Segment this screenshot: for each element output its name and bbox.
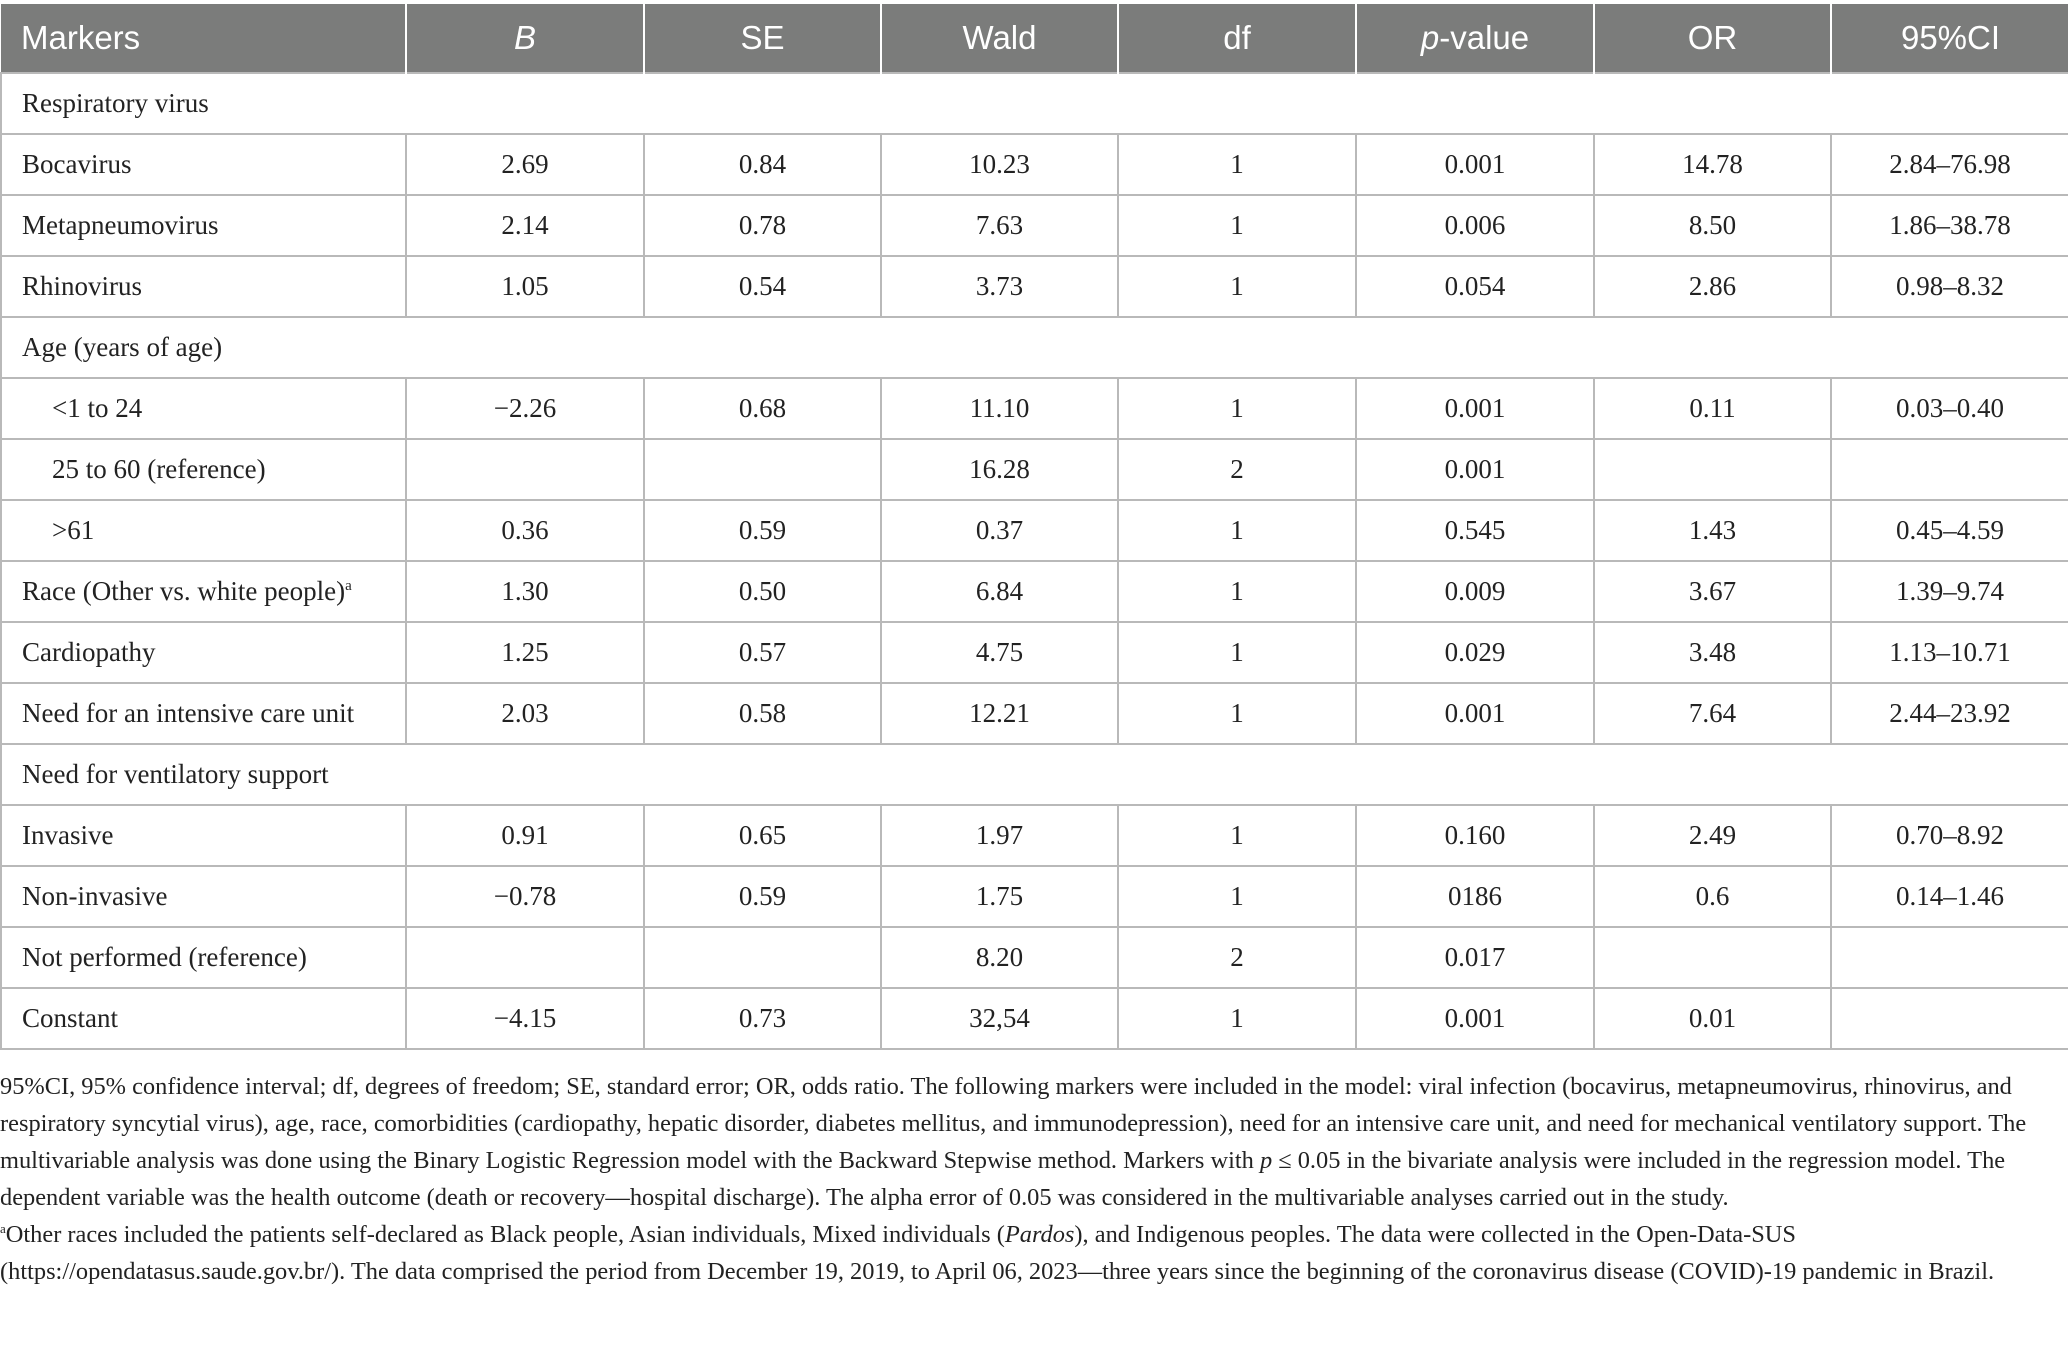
cell-b: −2.26 [406,378,644,439]
table-body [1,73,2068,1049]
cell-wald: 1.75 [881,866,1118,927]
cell-wald: 6.84 [881,561,1118,622]
table-row [1,378,2068,439]
cell-df: 1 [1118,988,1356,1049]
row-label: Not performed (reference) [22,942,307,972]
cell-se: 0.73 [644,988,881,1049]
table-row [1,561,2068,622]
cell-pvalue: 0.545 [1356,500,1594,561]
cell-se: 0.54 [644,256,881,317]
cell-wald: 12.21 [881,683,1118,744]
cell-ci: 1.13–10.71 [1831,622,2068,683]
row-label-cell [1,378,406,439]
row-label-cell [1,866,406,927]
cell-df: 1 [1118,805,1356,866]
cell-ci: 0.45–4.59 [1831,500,2068,561]
row-label: Rhinovirus [22,271,143,301]
cell-or: 0.6 [1594,866,1831,927]
cell-se: 0.84 [644,134,881,195]
cell-pvalue: 0.009 [1356,561,1594,622]
cell-wald: 8.20 [881,927,1118,988]
cell-se: 0.57 [644,622,881,683]
cell-b: 2.69 [406,134,644,195]
header-pvalue [1356,4,1594,73]
row-label-cell [1,439,406,500]
footnote-race-text-2: ), and Indigenous peoples. The data were collected in the Open-Data-SUS (https://opendatasus.saude.gov.br/). The data comprised the period from December 19, 2019, to April 06, 2023—three years since the beginning of the coronavirus disease (COVID)-19 pandemic in Brazil. [0,1221,1995,1285]
row-label: Race (Other vs. white people) [22,576,346,606]
cell-or: 7.64 [1594,683,1831,744]
row-label: Metapneumovirus [22,210,219,240]
cell-b: 2.03 [406,683,644,744]
cell-or [1594,927,1831,988]
regression-table [0,4,2068,1050]
section-label: Age (years of age) [1,317,2068,378]
section-row [1,317,2068,378]
table-header [1,4,2068,73]
cell-df: 1 [1118,622,1356,683]
header-pvalue-p: p [1420,19,1440,56]
row-label-cell [1,988,406,1049]
footnote-abbrev-text-2: ≤ 0.05 in the bivariate analysis were included in the regression model. The dependent variable was the health outcome (death or recovery—hospital discharge). The alpha error of 0.05 was considered in the multivariable analyses carried out in the study. [0,1147,2006,1211]
cell-se [644,927,881,988]
cell-se: 0.50 [644,561,881,622]
footnote-abbrev-text-1: 95%CI, 95% confidence interval; df, degrees of freedom; SE, standard error; OR, odds ratio. The following markers were included in the model: viral infection (bocavirus, metapneumovirus, rhinovirus, and respiratory syncytial virus), age, race, comorbidities (cardiopathy, hepatic disorder, diabetes mellitus, and immunodepression), need for an intensive care unit, and need for mechanical ventilatory support. The multivariable analysis was done using the Binary Logistic Regression model with the Backward Stepwise method. Markers with [0,1073,2027,1174]
row-label: Cardiopathy [22,637,156,667]
section-label: Need for ventilatory support [1,744,2068,805]
header-markers: Markers [1,4,406,73]
cell-or: 3.48 [1594,622,1831,683]
cell-ci: 0.14–1.46 [1831,866,2068,927]
cell-ci: 2.84–76.98 [1831,134,2068,195]
cell-se: 0.68 [644,378,881,439]
row-label: Constant [22,1003,119,1033]
table-row [1,927,2068,988]
footnote-abbreviations [0,1068,2040,1216]
table-row [1,683,2068,744]
footnote-abbrev-p: p [1259,1147,1273,1174]
cell-pvalue: 0.001 [1356,988,1594,1049]
cell-pvalue: 0.160 [1356,805,1594,866]
cell-se [644,439,881,500]
table-row [1,500,2068,561]
cell-wald: 7.63 [881,195,1118,256]
cell-ci: 1.39–9.74 [1831,561,2068,622]
cell-b: 0.36 [406,500,644,561]
row-label: Need for an intensive care unit [22,698,355,728]
row-label-cell [1,927,406,988]
cell-or: 14.78 [1594,134,1831,195]
cell-wald: 16.28 [881,439,1118,500]
cell-or: 0.01 [1594,988,1831,1049]
header-b-label: B [513,19,536,56]
header-se: SE [644,4,881,73]
cell-pvalue: 0.001 [1356,439,1594,500]
cell-b: 1.25 [406,622,644,683]
cell-df: 1 [1118,256,1356,317]
header-df: df [1118,4,1356,73]
cell-df: 1 [1118,500,1356,561]
cell-df: 1 [1118,195,1356,256]
cell-ci: 0.03–0.40 [1831,378,2068,439]
table-row [1,195,2068,256]
header-b [406,4,644,73]
cell-df: 2 [1118,439,1356,500]
footnote-race-marker: a [0,1221,6,1236]
cell-or: 2.49 [1594,805,1831,866]
row-label: Invasive [22,820,114,850]
row-label-cell [1,683,406,744]
cell-se: 0.59 [644,866,881,927]
cell-wald: 32,54 [881,988,1118,1049]
cell-wald: 11.10 [881,378,1118,439]
cell-wald: 3.73 [881,256,1118,317]
cell-df: 1 [1118,683,1356,744]
cell-pvalue: 0186 [1356,866,1594,927]
cell-ci: 0.70–8.92 [1831,805,2068,866]
table-row [1,988,2068,1049]
cell-wald: 10.23 [881,134,1118,195]
cell-b [406,439,644,500]
cell-b: 0.91 [406,805,644,866]
cell-ci: 1.86–38.78 [1831,195,2068,256]
row-label-cell [1,561,406,622]
footnote-race-text-1: Other races included the patients self-declared as Black people, Asian individuals, Mixed individuals ( [5,1221,1005,1248]
header-wald: Wald [881,4,1118,73]
table-row [1,866,2068,927]
cell-b: 2.14 [406,195,644,256]
cell-ci [1831,439,2068,500]
regression-table-container [0,4,2068,1050]
row-label: >61 [52,515,95,545]
row-label-cell [1,622,406,683]
cell-or: 0.11 [1594,378,1831,439]
row-label-cell [1,134,406,195]
cell-or: 1.43 [1594,500,1831,561]
section-row [1,73,2068,134]
cell-ci: 0.98–8.32 [1831,256,2068,317]
header-ci: 95%CI [1831,4,2068,73]
row-label: Non-invasive [22,881,168,911]
cell-df: 1 [1118,561,1356,622]
table-row [1,805,2068,866]
footnote-race-italic: Pardos [1004,1221,1075,1248]
row-label-cell [1,256,406,317]
table-row [1,134,2068,195]
cell-b: −0.78 [406,866,644,927]
row-label: <1 to 24 [52,393,143,423]
cell-df: 2 [1118,927,1356,988]
cell-or [1594,439,1831,500]
footnote-marker: a [345,578,352,594]
cell-pvalue: 0.001 [1356,134,1594,195]
section-row [1,744,2068,805]
cell-ci: 2.44–23.92 [1831,683,2068,744]
table-row [1,256,2068,317]
footnote-race [0,1216,2040,1290]
cell-ci [1831,988,2068,1049]
cell-b: −4.15 [406,988,644,1049]
cell-se: 0.59 [644,500,881,561]
cell-pvalue: 0.006 [1356,195,1594,256]
cell-or: 3.67 [1594,561,1831,622]
header-or: OR [1594,4,1831,73]
section-label: Respiratory virus [1,73,2068,134]
cell-pvalue: 0.017 [1356,927,1594,988]
row-label: Bocavirus [22,149,132,179]
row-label-cell [1,500,406,561]
header-pvalue-rest: -value [1439,19,1530,56]
cell-b: 1.30 [406,561,644,622]
cell-b [406,927,644,988]
cell-ci [1831,927,2068,988]
row-label-cell [1,805,406,866]
cell-se: 0.65 [644,805,881,866]
cell-se: 0.78 [644,195,881,256]
table-row [1,622,2068,683]
cell-b: 1.05 [406,256,644,317]
cell-df: 1 [1118,866,1356,927]
cell-wald: 0.37 [881,500,1118,561]
cell-pvalue: 0.001 [1356,683,1594,744]
table-footnotes [0,1068,2040,1290]
cell-pvalue: 0.054 [1356,256,1594,317]
cell-pvalue: 0.001 [1356,378,1594,439]
cell-df: 1 [1118,378,1356,439]
cell-df: 1 [1118,134,1356,195]
row-label-cell [1,195,406,256]
row-label: 25 to 60 (reference) [52,454,266,484]
header-row [1,4,2068,73]
cell-or: 8.50 [1594,195,1831,256]
cell-pvalue: 0.029 [1356,622,1594,683]
cell-wald: 4.75 [881,622,1118,683]
table-row [1,439,2068,500]
cell-or: 2.86 [1594,256,1831,317]
cell-se: 0.58 [644,683,881,744]
cell-wald: 1.97 [881,805,1118,866]
